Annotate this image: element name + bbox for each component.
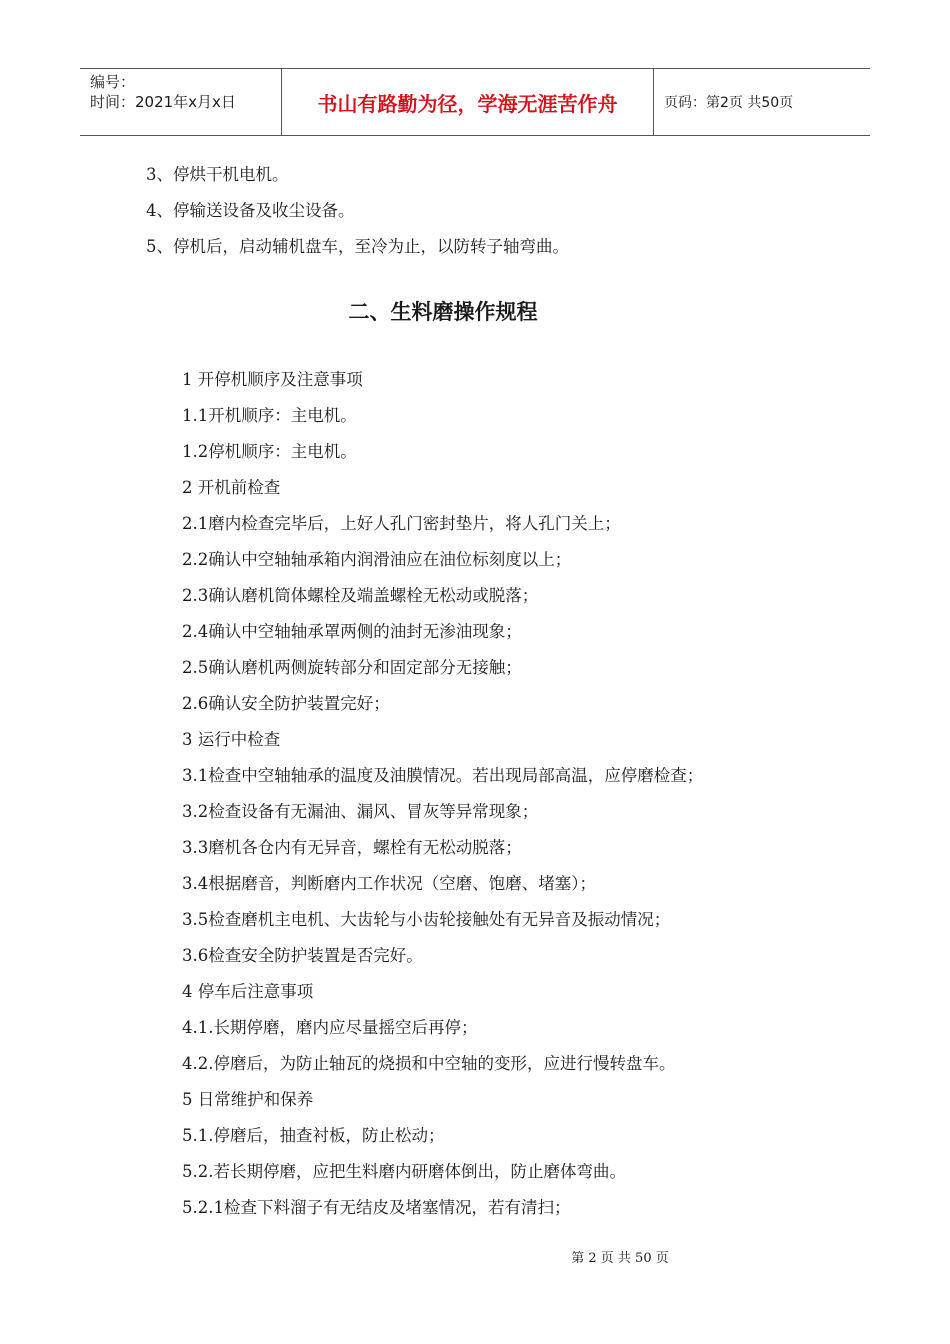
intro-line: 5、停机后，启动辅机盘车，至冷为止，以防转子轴弯曲。 xyxy=(146,237,569,256)
page-footer: 第 2 页 共 50 页 xyxy=(571,1251,669,1266)
body-line: 3.3磨机各仓内有无异音，螺栓有无松动脱落； xyxy=(182,838,522,857)
body-line: 4.1.长期停磨，磨内应尽量摇空后再停； xyxy=(182,1018,478,1037)
body-line: 2 开机前检查 xyxy=(182,478,281,497)
body-line: 2.3确认磨机筒体螺栓及端盖螺栓无松动或脱落； xyxy=(182,586,539,605)
body-line: 5.2.1检查下料溜子有无结皮及堵塞情况，若有清扫； xyxy=(182,1198,571,1217)
body-line: 2.6确认安全防护装置完好； xyxy=(182,694,390,713)
body-line: 4 停车后注意事项 xyxy=(182,982,314,1001)
body-line: 5 日常维护和保养 xyxy=(182,1090,314,1109)
body-line: 5.1.停磨后，抽查衬板，防止松动； xyxy=(182,1126,445,1145)
header-page-info: 页码：第2页 共50页 xyxy=(664,95,794,111)
header-meta-cell xyxy=(80,69,282,135)
body-line: 3.6检查安全防护装置是否完好。 xyxy=(182,946,423,965)
body-line: 2.5确认磨机两侧旋转部分和固定部分无接触； xyxy=(182,658,522,677)
body-line: 3.1检查中空轴轴承的温度及油膜情况。若出现局部高温，应停磨检查； xyxy=(182,766,704,785)
body-line: 5.2.若长期停磨，应把生料磨内研磨体倒出，防止磨体弯曲。 xyxy=(182,1162,626,1181)
body-line: 3.4根据磨音，判断磨内工作状况（空磨、饱磨、堵塞）； xyxy=(182,874,596,893)
body-line: 1.1开机顺序：主电机。 xyxy=(182,406,357,425)
body-line: 3 运行中检查 xyxy=(182,730,281,749)
intro-line: 4、停输送设备及收尘设备。 xyxy=(146,201,355,220)
intro-line: 3、停烘干机电机。 xyxy=(146,165,289,184)
body-line: 2.4确认中空轴轴承罩两侧的油封无渗油现象； xyxy=(182,622,522,641)
header-motto: 书山有路勤为径，学海无涯苦作舟 xyxy=(282,69,654,135)
body-line: 1 开停机顺序及注意事项 xyxy=(182,370,363,389)
body-line: 4.2.停磨后，为防止轴瓦的烧损和中空轴的变形，应进行慢转盘车。 xyxy=(182,1054,676,1073)
body-line: 1.2停机顺序：主电机。 xyxy=(182,442,357,461)
section-title: 二、生料磨操作规程 xyxy=(348,300,538,324)
body-line: 3.5检查磨机主电机、大齿轮与小齿轮接触处有无异音及振动情况； xyxy=(182,910,671,929)
body-line: 2.1磨内检查完毕后，上好人孔门密封垫片，将人孔门关上； xyxy=(182,514,621,533)
body-line: 2.2确认中空轴轴承箱内润滑油应在油位标刻度以上； xyxy=(182,550,572,569)
document-number-label: 编号： xyxy=(90,73,136,91)
document-time-label: 时间：2021年x月x日 xyxy=(90,93,236,111)
body-line: 3.2检查设备有无漏油、漏风、冒灰等异常现象； xyxy=(182,802,539,821)
page-header xyxy=(80,68,870,136)
